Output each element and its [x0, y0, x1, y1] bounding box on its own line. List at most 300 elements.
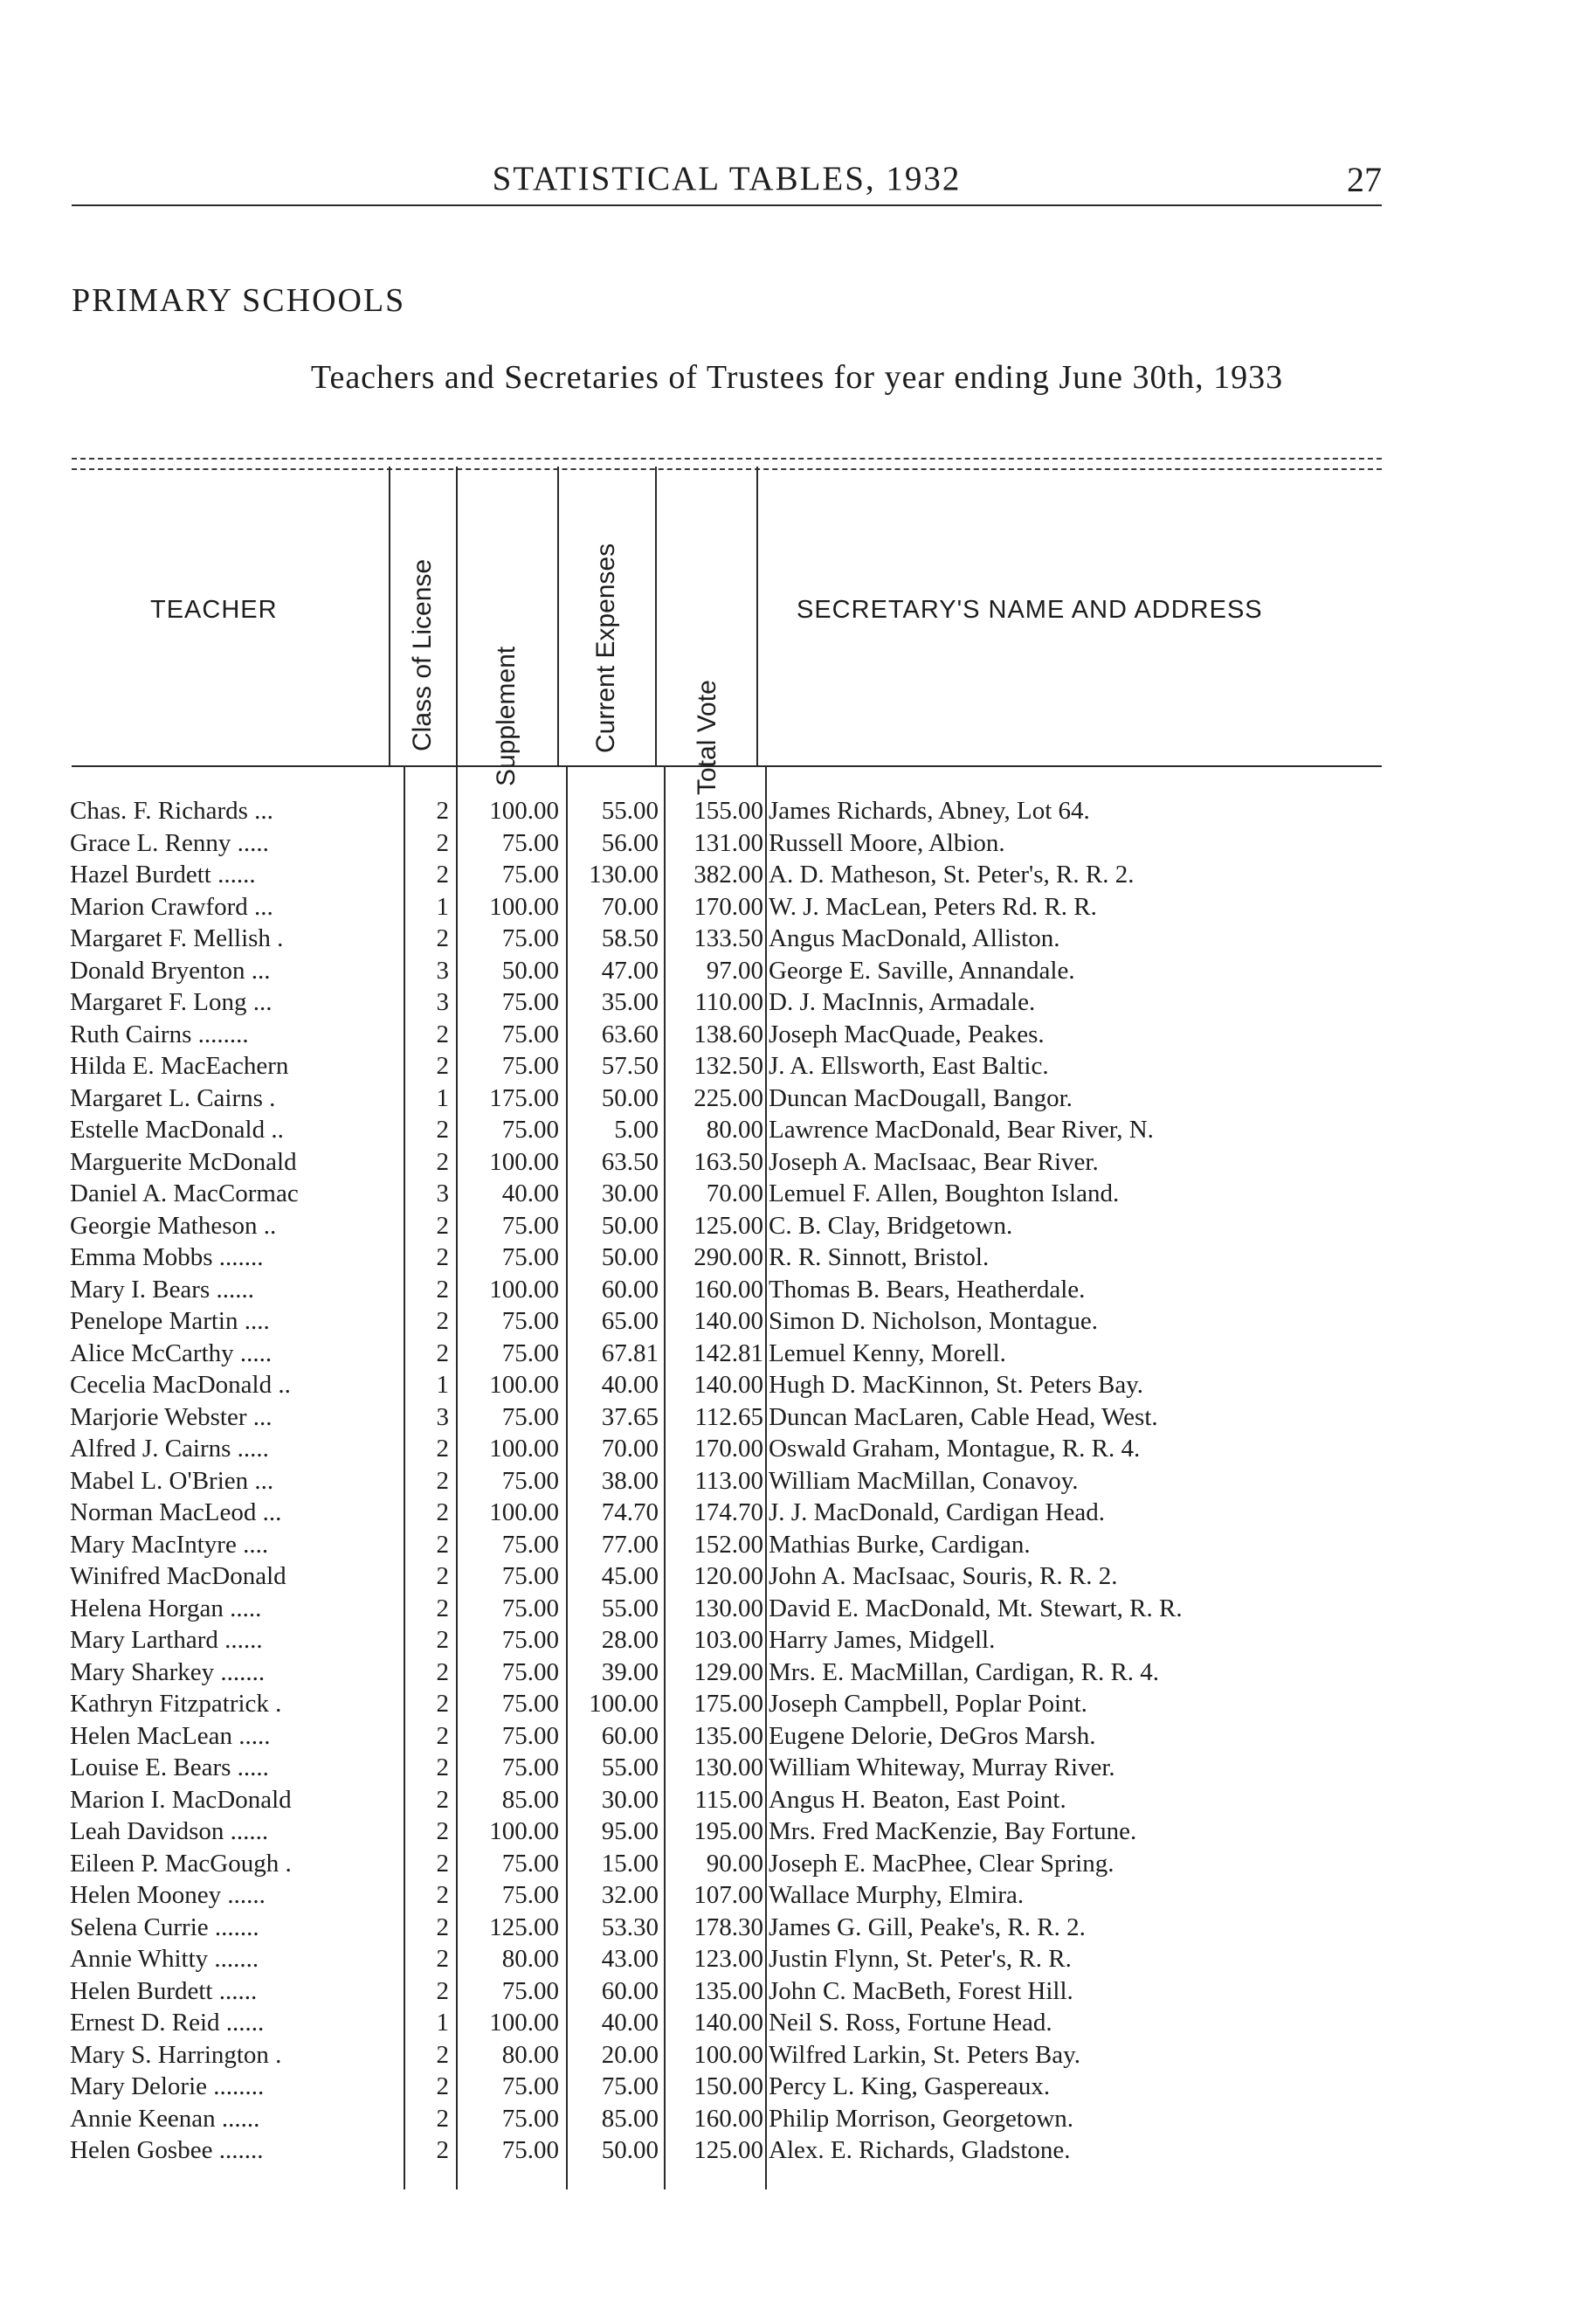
supplement-amount: 75.00	[501, 1657, 559, 1686]
total-vote-amount: 152.00	[693, 1530, 763, 1559]
current-expenses-amount: 30.00	[601, 1785, 659, 1814]
total-vote-amount: 290.00	[693, 1243, 763, 1271]
class-of-license: 2	[436, 1052, 449, 1080]
teacher-name: Selena Currie .......	[70, 1912, 259, 1941]
class-of-license: 3	[436, 988, 449, 1016]
supplement-amount: 75.00	[501, 1052, 559, 1080]
table-row	[0, 1688, 1594, 1719]
table-row	[0, 891, 1594, 923]
table-row	[0, 859, 1594, 890]
current-expenses-amount: 50.00	[601, 2136, 659, 2164]
teacher-name: Daniel A. MacCormac	[70, 1179, 299, 1207]
teacher-name: Marjorie Webster ...	[70, 1402, 273, 1431]
column-header-total-vote: Total Vote	[693, 680, 721, 795]
supplement-amount: 75.00	[501, 1562, 559, 1590]
secretary-name-address: John C. MacBeth, Forest Hill.	[769, 1976, 1073, 2005]
total-vote-amount: 135.00	[693, 1976, 763, 2005]
column-header-current-expenses: Current Expenses	[591, 543, 620, 753]
current-expenses-amount: 70.00	[601, 892, 659, 921]
table-row	[0, 1433, 1594, 1464]
current-expenses-amount: 100.00	[589, 1690, 659, 1718]
total-vote-amount: 120.00	[693, 1562, 763, 1590]
current-expenses-amount: 40.00	[601, 1371, 659, 1399]
current-expenses-amount: 50.00	[601, 1243, 659, 1271]
class-of-license: 1	[436, 1083, 449, 1112]
secretary-name-address: Percy L. King, Gaspereaux.	[769, 2072, 1051, 2100]
teacher-name: Leah Davidson ......	[70, 1817, 269, 1845]
column-divider	[557, 467, 559, 765]
current-expenses-amount: 20.00	[601, 2040, 659, 2069]
current-expenses-amount: 58.50	[601, 924, 659, 952]
class-of-license: 2	[436, 1721, 449, 1750]
total-vote-amount: 163.50	[693, 1147, 763, 1176]
table-row	[0, 1912, 1594, 1943]
table-row	[0, 1560, 1594, 1592]
table-row	[0, 1752, 1594, 1783]
secretary-name-address: R. R. Sinnott, Bristol.	[769, 1243, 990, 1271]
total-vote-amount: 138.60	[693, 1020, 763, 1048]
teacher-name: Helen MacLean .....	[70, 1721, 271, 1750]
table-row	[0, 1305, 1594, 1337]
teacher-name: Margaret F. Long ...	[70, 988, 273, 1016]
current-expenses-amount: 75.00	[601, 2072, 659, 2100]
total-vote-amount: 70.00	[706, 1179, 763, 1207]
total-vote-amount: 129.00	[693, 1657, 763, 1686]
class-of-license: 2	[436, 1849, 449, 1878]
secretary-name-address: Lemuel F. Allen, Boughton Island.	[769, 1179, 1120, 1207]
class-of-license: 2	[436, 1275, 449, 1304]
table-row	[0, 1720, 1594, 1752]
current-expenses-amount: 55.00	[601, 797, 659, 825]
class-of-license: 2	[436, 1976, 449, 2005]
total-vote-amount: 195.00	[693, 1817, 763, 1845]
class-of-license: 2	[436, 2104, 449, 2133]
table-row	[0, 1019, 1594, 1050]
current-expenses-amount: 60.00	[601, 1721, 659, 1750]
supplement-amount: 75.00	[501, 1307, 559, 1335]
table-row	[0, 1242, 1594, 1273]
table-row	[0, 955, 1594, 986]
total-vote-amount: 112.65	[694, 1402, 763, 1431]
total-vote-amount: 115.00	[694, 1785, 763, 1814]
teacher-name: Hilda E. MacEachern	[70, 1052, 289, 1080]
teacher-name: Louise E. Bears .....	[70, 1753, 269, 1781]
total-vote-amount: 125.00	[693, 2136, 763, 2164]
supplement-amount: 75.00	[501, 1530, 559, 1559]
current-expenses-amount: 85.00	[601, 2104, 659, 2133]
class-of-license: 2	[436, 1020, 449, 1048]
supplement-amount: 40.00	[501, 1179, 559, 1207]
teacher-name: Mary I. Bears ......	[70, 1275, 255, 1304]
secretary-name-address: David E. MacDonald, Mt. Stewart, R. R.	[769, 1594, 1183, 1622]
supplement-amount: 100.00	[489, 2009, 559, 2037]
secretary-name-address: Thomas B. Bears, Heatherdale.	[769, 1275, 1086, 1304]
secretary-name-address: W. J. MacLean, Peters Rd. R. R.	[769, 892, 1097, 921]
secretary-name-address: Harry James, Midgell.	[769, 1626, 996, 1654]
table-row	[0, 923, 1594, 954]
current-expenses-amount: 50.00	[601, 1083, 659, 1112]
secretary-name-address: Angus H. Beaton, East Point.	[769, 1785, 1066, 1814]
table-row	[0, 1784, 1594, 1816]
secretary-name-address: Oswald Graham, Montague, R. R. 4.	[769, 1435, 1141, 1463]
teacher-name: Annie Keenan ......	[70, 2104, 260, 2133]
supplement-amount: 75.00	[501, 2104, 559, 2133]
supplement-amount: 100.00	[489, 1147, 559, 1176]
table-row	[0, 1848, 1594, 1879]
secretary-name-address: Alex. E. Richards, Gladstone.	[769, 2136, 1071, 2164]
secretary-name-address: Joseph MacQuade, Peakes.	[769, 1020, 1045, 1048]
current-expenses-amount: 60.00	[601, 1275, 659, 1304]
teacher-name: Mary Larthard ......	[70, 1626, 263, 1654]
class-of-license: 2	[436, 1690, 449, 1718]
running-title: STATISTICAL TABLES, 1932	[492, 160, 962, 197]
supplement-amount: 75.00	[501, 1594, 559, 1622]
teacher-name: Helen Burdett ......	[70, 1976, 258, 2005]
total-vote-amount: 140.00	[693, 1371, 763, 1399]
supplement-amount: 75.00	[501, 924, 559, 952]
teacher-name: Estelle MacDonald ..	[70, 1116, 284, 1144]
column-header-secretary: SECRETARY'S NAME AND ADDRESS	[797, 596, 1263, 624]
supplement-amount: 100.00	[489, 1435, 559, 1463]
class-of-license: 2	[436, 797, 449, 825]
current-expenses-amount: 65.00	[601, 1307, 659, 1335]
table-row	[0, 1624, 1594, 1656]
total-vote-amount: 140.00	[693, 1307, 763, 1335]
supplement-amount: 75.00	[501, 988, 559, 1016]
column-divider	[456, 467, 458, 765]
secretary-name-address: Lemuel Kenny, Morell.	[769, 1338, 1006, 1367]
total-vote-amount: 80.00	[706, 1116, 763, 1144]
table-row	[0, 1657, 1594, 1688]
teacher-name: Marguerite McDonald	[70, 1147, 297, 1176]
secretary-name-address: D. J. MacInnis, Armadale.	[769, 988, 1036, 1016]
total-vote-amount: 110.00	[694, 988, 763, 1016]
supplement-amount: 75.00	[501, 1976, 559, 2005]
teacher-name: Kathryn Fitzpatrick .	[70, 1690, 282, 1718]
class-of-license: 3	[436, 956, 449, 985]
teacher-name: Mabel L. O'Brien ...	[70, 1466, 274, 1495]
teacher-name: Grace L. Renny .....	[70, 828, 269, 857]
total-vote-amount: 90.00	[706, 1849, 763, 1878]
table-row	[0, 1879, 1594, 1911]
secretary-name-address: Justin Flynn, St. Peter's, R. R.	[769, 1945, 1072, 1973]
table-row	[0, 1529, 1594, 1560]
teacher-name: Hazel Burdett ......	[70, 861, 256, 889]
supplement-amount: 175.00	[489, 1083, 559, 1112]
class-of-license: 2	[436, 1594, 449, 1622]
column-divider	[655, 467, 657, 765]
current-expenses-amount: 15.00	[601, 1849, 659, 1878]
table-row	[0, 1975, 1594, 2007]
teacher-name: Winifred MacDonald	[70, 1562, 286, 1590]
table-row	[0, 1082, 1594, 1114]
current-expenses-amount: 67.81	[601, 1338, 659, 1367]
supplement-amount: 50.00	[501, 956, 559, 985]
teacher-name: Mary Sharkey .......	[70, 1657, 266, 1686]
table-row	[0, 1178, 1594, 1209]
secretary-name-address: Wallace Murphy, Elmira.	[769, 1881, 1025, 1909]
supplement-amount: 75.00	[501, 1338, 559, 1367]
current-expenses-amount: 5.00	[614, 1116, 659, 1144]
running-head	[72, 156, 1382, 206]
total-vote-amount: 170.00	[693, 1435, 763, 1463]
teacher-name: Cecelia MacDonald ..	[70, 1371, 291, 1399]
total-vote-amount: 125.00	[693, 1211, 763, 1240]
table-row	[0, 2039, 1594, 2071]
total-vote-amount: 97.00	[706, 956, 763, 985]
class-of-license: 2	[436, 1626, 449, 1654]
current-expenses-amount: 45.00	[601, 1562, 659, 1590]
current-expenses-amount: 56.00	[601, 828, 659, 857]
current-expenses-amount: 53.30	[601, 1912, 659, 1941]
supplement-amount: 125.00	[489, 1912, 559, 1941]
table-row	[0, 1274, 1594, 1305]
supplement-amount: 80.00	[501, 2040, 559, 2069]
secretary-name-address: Angus MacDonald, Alliston.	[769, 924, 1060, 952]
total-vote-amount: 135.00	[693, 1721, 763, 1750]
class-of-license: 2	[436, 1753, 449, 1781]
total-vote-amount: 160.00	[693, 2104, 763, 2133]
current-expenses-amount: 40.00	[601, 2009, 659, 2037]
table-row	[0, 2103, 1594, 2134]
teacher-name: Mary Delorie ........	[70, 2072, 265, 2100]
table-row	[0, 1114, 1594, 1145]
teacher-name: Alfred J. Cairns .....	[70, 1435, 269, 1463]
total-vote-amount: 130.00	[693, 1753, 763, 1781]
current-expenses-amount: 55.00	[601, 1594, 659, 1622]
column-header-supplement: Supplement	[492, 646, 521, 786]
class-of-license: 2	[436, 2072, 449, 2100]
total-vote-amount: 155.00	[693, 797, 763, 825]
class-of-license: 2	[436, 2040, 449, 2069]
class-of-license: 2	[436, 1466, 449, 1495]
secretary-name-address: Eugene Delorie, DeGros Marsh.	[769, 1721, 1096, 1750]
current-expenses-amount: 30.00	[601, 1179, 659, 1207]
secretary-name-address: C. B. Clay, Bridgetown.	[769, 1211, 1013, 1240]
current-expenses-amount: 37.65	[601, 1402, 659, 1431]
table-row	[0, 1146, 1594, 1178]
supplement-amount: 75.00	[501, 1721, 559, 1750]
class-of-license: 2	[436, 1211, 449, 1240]
column-header-teacher: TEACHER	[150, 596, 278, 624]
total-vote-amount: 142.81	[693, 1338, 763, 1367]
current-expenses-amount: 47.00	[601, 956, 659, 985]
total-vote-amount: 382.00	[693, 861, 763, 889]
supplement-amount: 75.00	[501, 828, 559, 857]
current-expenses-amount: 74.70	[601, 1498, 659, 1526]
class-of-license: 2	[436, 1435, 449, 1463]
class-of-license: 2	[436, 1243, 449, 1271]
class-of-license: 2	[436, 1498, 449, 1526]
class-of-license: 2	[436, 2136, 449, 2164]
current-expenses-amount: 39.00	[601, 1657, 659, 1686]
teacher-name: Chas. F. Richards ...	[70, 797, 273, 825]
teacher-name: Ruth Cairns ........	[70, 1020, 249, 1048]
teacher-name: Annie Whitty .......	[70, 1945, 259, 1973]
total-vote-amount: 100.00	[693, 2040, 763, 2069]
secretary-name-address: John A. MacIsaac, Souris, R. R. 2.	[769, 1562, 1118, 1590]
class-of-license: 2	[436, 828, 449, 857]
class-of-license: 2	[436, 1338, 449, 1367]
secretary-name-address: Neil S. Ross, Fortune Head.	[769, 2009, 1052, 2037]
supplement-amount: 100.00	[489, 797, 559, 825]
table-row	[0, 1338, 1594, 1369]
total-vote-amount: 107.00	[693, 1881, 763, 1909]
current-expenses-amount: 63.50	[601, 1147, 659, 1176]
table-row	[0, 1943, 1594, 1975]
page-number: 27	[1347, 160, 1382, 199]
class-of-license: 2	[436, 1657, 449, 1686]
supplement-amount: 100.00	[489, 1498, 559, 1526]
supplement-amount: 85.00	[501, 1785, 559, 1814]
table-row	[0, 1210, 1594, 1242]
current-expenses-amount: 50.00	[601, 1211, 659, 1240]
section-subtitle: Teachers and Secretaries of Trustees for year ending June 30th, 1933	[310, 359, 1284, 396]
secretary-name-address: J. J. MacDonald, Cardigan Head.	[769, 1498, 1105, 1526]
supplement-amount: 75.00	[501, 1753, 559, 1781]
supplement-amount: 75.00	[501, 1466, 559, 1495]
column-divider	[756, 467, 758, 765]
class-of-license: 2	[436, 1116, 449, 1144]
secretary-name-address: Hugh D. MacKinnon, St. Peters Bay.	[769, 1371, 1144, 1399]
class-of-license: 2	[436, 1530, 449, 1559]
current-expenses-amount: 55.00	[601, 1753, 659, 1781]
supplement-amount: 100.00	[489, 892, 559, 921]
total-vote-amount: 160.00	[693, 1275, 763, 1304]
table-row	[0, 1369, 1594, 1401]
total-vote-amount: 178.30	[693, 1912, 763, 1941]
class-of-license: 3	[436, 1402, 449, 1431]
supplement-amount: 75.00	[501, 1020, 559, 1048]
teacher-name: Donald Bryenton ...	[70, 956, 271, 985]
supplement-amount: 75.00	[501, 1402, 559, 1431]
current-expenses-amount: 95.00	[601, 1817, 659, 1845]
class-of-license: 2	[436, 924, 449, 952]
table-row	[0, 1465, 1594, 1497]
teacher-name: Eileen P. MacGough .	[70, 1849, 292, 1878]
secretary-name-address: Joseph A. MacIsaac, Bear River.	[769, 1147, 1099, 1176]
table-row	[0, 1401, 1594, 1433]
current-expenses-amount: 35.00	[601, 988, 659, 1016]
class-of-license: 2	[436, 1785, 449, 1814]
supplement-amount: 75.00	[501, 2072, 559, 2100]
total-vote-amount: 140.00	[693, 2009, 763, 2037]
class-of-license: 1	[436, 1371, 449, 1399]
secretary-name-address: Lawrence MacDonald, Bear River, N.	[769, 1116, 1154, 1144]
secretary-name-address: Mrs. E. MacMillan, Cardigan, R. R. 4.	[769, 1657, 1160, 1686]
total-vote-amount: 133.50	[693, 924, 763, 952]
class-of-license: 3	[436, 1179, 449, 1207]
total-vote-amount: 170.00	[693, 892, 763, 921]
supplement-amount: 75.00	[501, 2136, 559, 2164]
teacher-name: Mary S. Harrington .	[70, 2040, 282, 2069]
table-row	[0, 1497, 1594, 1528]
secretary-name-address: James G. Gill, Peake's, R. R. 2.	[769, 1912, 1086, 1941]
class-of-license: 2	[436, 1817, 449, 1845]
teacher-name: Norman MacLeod ...	[70, 1498, 282, 1526]
current-expenses-amount: 32.00	[601, 1881, 659, 1909]
class-of-license: 2	[436, 1945, 449, 1973]
secretary-name-address: Mrs. Fred MacKenzie, Bay Fortune.	[769, 1817, 1137, 1845]
class-of-license: 2	[436, 1562, 449, 1590]
secretary-name-address: George E. Saville, Annandale.	[769, 956, 1075, 985]
secretary-name-address: Russell Moore, Albion.	[769, 828, 1005, 857]
secretary-name-address: William MacMillan, Conavoy.	[769, 1466, 1079, 1495]
table-row	[0, 2134, 1594, 2166]
total-vote-amount: 225.00	[693, 1083, 763, 1112]
teacher-name: Mary MacIntyre ....	[70, 1530, 269, 1559]
table-header-rule	[72, 765, 1382, 767]
current-expenses-amount: 60.00	[601, 1976, 659, 2005]
total-vote-amount: 130.00	[693, 1594, 763, 1622]
table-row	[0, 1050, 1594, 1082]
total-vote-amount: 132.50	[693, 1052, 763, 1080]
supplement-amount: 75.00	[501, 1849, 559, 1878]
table-top-rule	[72, 458, 1382, 470]
class-of-license: 2	[436, 1147, 449, 1176]
supplement-amount: 100.00	[489, 1275, 559, 1304]
column-header-class-of-license: Class of License	[408, 558, 437, 751]
section-title: PRIMARY SCHOOLS	[72, 282, 406, 319]
secretary-name-address: James Richards, Abney, Lot 64.	[769, 797, 1090, 825]
current-expenses-amount: 43.00	[601, 1945, 659, 1973]
secretary-name-address: William Whiteway, Murray River.	[769, 1753, 1115, 1781]
teacher-name: Emma Mobbs .......	[70, 1243, 264, 1271]
secretary-name-address: Simon D. Nicholson, Montague.	[769, 1307, 1098, 1335]
current-expenses-amount: 63.60	[601, 1020, 659, 1048]
secretary-name-address: Joseph E. MacPhee, Clear Spring.	[769, 1849, 1114, 1878]
supplement-amount: 100.00	[489, 1817, 559, 1845]
table-row	[0, 2007, 1594, 2038]
teacher-name: Marion Crawford ...	[70, 892, 273, 921]
total-vote-amount: 131.00	[693, 828, 763, 857]
teacher-name: Georgie Matheson ..	[70, 1211, 277, 1240]
total-vote-amount: 103.00	[693, 1626, 763, 1654]
supplement-amount: 75.00	[501, 861, 559, 889]
secretary-name-address: Wilfred Larkin, St. Peters Bay.	[769, 2040, 1080, 2069]
current-expenses-amount: 70.00	[601, 1435, 659, 1463]
supplement-amount: 75.00	[501, 1243, 559, 1271]
current-expenses-amount: 38.00	[601, 1466, 659, 1495]
secretary-name-address: Philip Morrison, Georgetown.	[769, 2104, 1074, 2133]
table-row	[0, 2071, 1594, 2102]
supplement-amount: 75.00	[501, 1211, 559, 1240]
teacher-name: Margaret L. Cairns .	[70, 1083, 276, 1112]
table-row	[0, 1593, 1594, 1624]
supplement-amount: 100.00	[489, 1371, 559, 1399]
secretary-name-address: Duncan MacLaren, Cable Head, West.	[769, 1402, 1158, 1431]
supplement-amount: 75.00	[501, 1116, 559, 1144]
class-of-license: 2	[436, 861, 449, 889]
class-of-license: 2	[436, 1307, 449, 1335]
table-row	[0, 1816, 1594, 1847]
column-divider	[389, 467, 390, 765]
teacher-name: Helen Mooney ......	[70, 1881, 266, 1909]
total-vote-amount: 174.70	[693, 1498, 763, 1526]
teacher-name: Helena Horgan .....	[70, 1594, 262, 1622]
class-of-license: 1	[436, 892, 449, 921]
teacher-name: Marion I. MacDonald	[70, 1785, 292, 1814]
class-of-license: 2	[436, 1912, 449, 1941]
teacher-name: Margaret F. Mellish .	[70, 924, 284, 952]
supplement-amount: 80.00	[501, 1945, 559, 1973]
class-of-license: 1	[436, 2009, 449, 2037]
secretary-name-address: Duncan MacDougall, Bangor.	[769, 1083, 1073, 1112]
total-vote-amount: 150.00	[693, 2072, 763, 2100]
supplement-amount: 75.00	[501, 1690, 559, 1718]
teacher-name: Alice McCarthy .....	[70, 1338, 273, 1367]
teacher-name: Penelope Martin ....	[70, 1307, 270, 1335]
